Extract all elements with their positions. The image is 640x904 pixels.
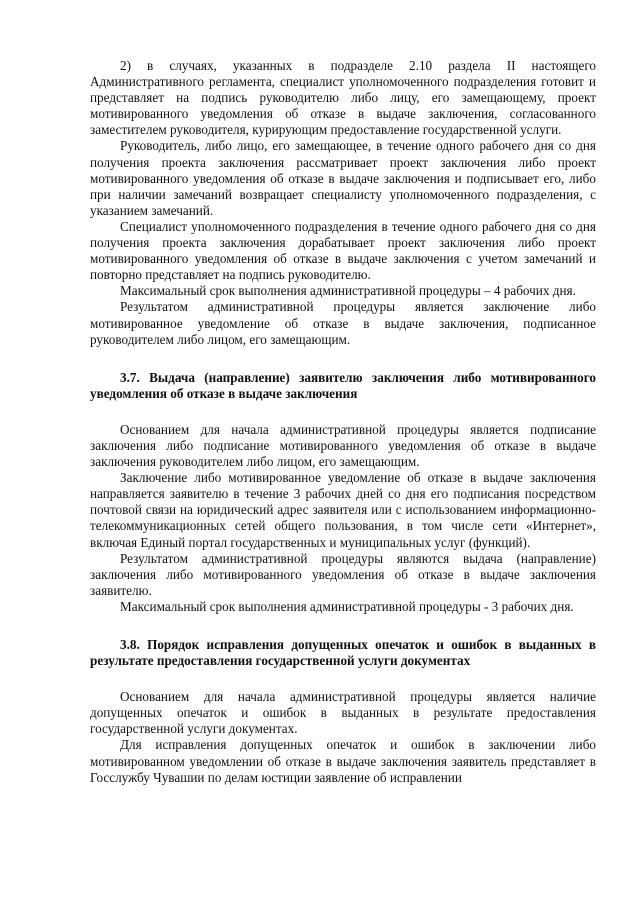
paragraph-head-review: Руководитель, либо лицо, его замещающее, в течение одного рабочего дня со дня получения проекта заключения рассматривает проект заключения либо проект мотивированного уведомления об отказе в выдаче заключения и подписывает его, либо при наличии замечаний возвращает специалисту уполномоченного подразделения, с указанием замечаний. (90, 138, 596, 218)
paragraph-delivery: Заключение либо мотивированное уведомление об отказе в выдаче заключения направляется заявителю в течение 3 рабочих дней со дня его подписания посредством почтовой связи на юридический адрес заявителя или с использованием информационно-телекоммуникационных сетей общего пользования, в том числе сети «Интернет», включая Единый портал государственных и муниципальных услуг (функций). (90, 470, 596, 550)
spacer (90, 348, 596, 370)
paragraph-max-term-3-days: Максимальный срок выполнения административной процедуры - 3 рабочих дня. (120, 598, 574, 614)
paragraph-result-3-7: Результатом административной процедуры являются выдача (направление) заключения либо мотивированного уведомления об отказе в выдаче заключения заявителю. (90, 550, 596, 598)
paragraph-basis-3-7: Основанием для начала административной процедуры является подписание заключения либо подписание мотивированного уведомления об отказе в выдаче заключения руководителем либо лицом, его замещающим. (90, 421, 596, 470)
paragraph-result-signed: Результатом административной процедуры является заключение либо мотивированное уведомление об отказе в выдаче заключения, подписанное руководителем либо лицом, его замещающим. (90, 299, 596, 347)
section-heading-3-7: 3.7. Выдача (направление) заявителю заключения либо мотивированного уведомления об отказе в выдаче заключения (90, 369, 596, 401)
paragraph-basis-3-8: Основанием для начала административной процедуры является наличие допущенных опечаток и ошибок в выданных в результате предоставления государственной услуги документах. (90, 689, 596, 737)
spacer (90, 402, 596, 422)
paragraph-approval-draft: 2) в случаях, указанных в подразделе 2.10 раздела II настоящего Административного регламента, специалист уполномоченного подразделения готовит и представляет на подпись руководителю либо лицу, его замещающему, проект мотивированного уведомления об отказе в выдаче заключения, согласованного заместителем руководителя, курирующим предоставление государственной услуги. (90, 58, 596, 138)
spacer (90, 669, 596, 689)
section-heading-3-8: 3.8. Порядок исправления допущенных опечаток и ошибок в выданных в результате предоставления государственной услуги документах (90, 637, 596, 669)
paragraph-correction-request: Для исправления допущенных опечаток и ошибок в заключении либо мотивированном уведомлении об отказе в выдаче заключения заявитель представляет в Госслужбу Чувашии по делам юстиции заявление об исправлении (90, 737, 596, 785)
spacer (90, 615, 596, 637)
paragraph-max-term-4-days: Максимальный срок выполнения административной процедуры – 4 рабочих дня. (120, 283, 576, 299)
document-page (90, 58, 596, 786)
paragraph-specialist-revision: Специалист уполномоченного подразделения в течение одного рабочего дня со дня получения проекта заключения дорабатывает проект заключения либо проект мотивированного уведомления об отказе в выдаче заключения с учетом замечаний и повторно представляет на подпись руководителю. (90, 218, 596, 283)
